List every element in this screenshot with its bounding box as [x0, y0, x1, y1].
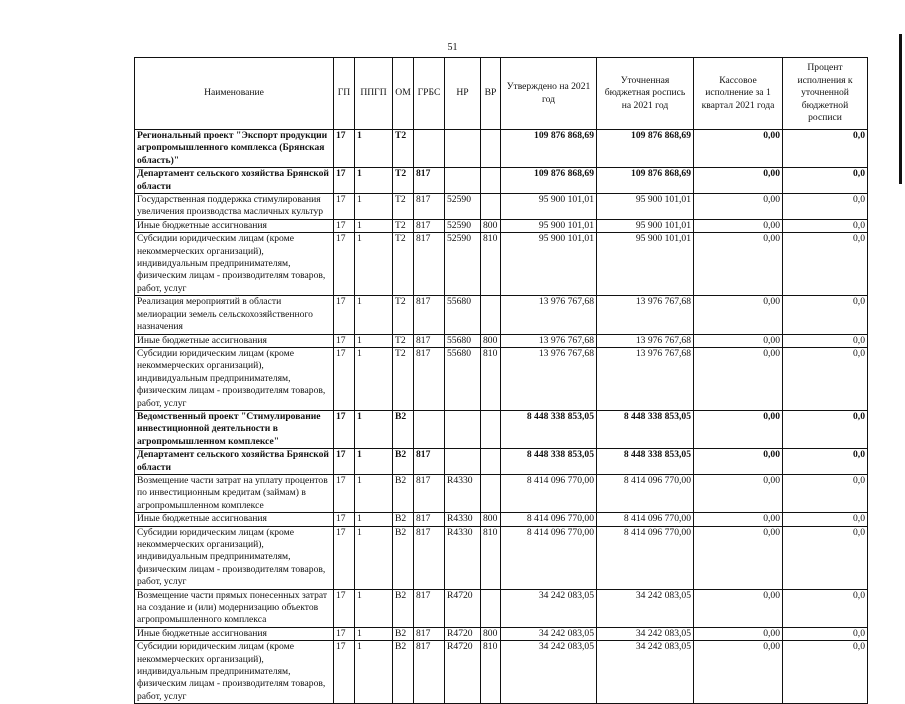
cell-ppgp: 1	[355, 449, 393, 475]
cell-np: R4720	[445, 641, 481, 704]
cell-approved: 95 900 101,01	[501, 194, 597, 220]
cell-approved: 13 976 767,68	[501, 296, 597, 334]
cell-grbs: 817	[414, 219, 445, 232]
cell-vr: 810	[481, 641, 501, 704]
header-gp: ГП	[334, 58, 355, 130]
cell-name: Ведомственный проект "Стимулирование инвестиционной деятельности в агропромышленном комплексе"	[135, 410, 334, 448]
cell-np: 55680	[445, 296, 481, 334]
cell-name: Иные бюджетные ассигнования	[135, 513, 334, 526]
cell-vr: 810	[481, 233, 501, 296]
table-row	[135, 627, 868, 640]
cell-percent: 0,0	[783, 513, 868, 526]
cell-ppgp: 1	[355, 627, 393, 640]
cell-np: 55680	[445, 347, 481, 410]
cell-cash: 0,00	[694, 233, 783, 296]
cell-name: Субсидии юридическим лицам (кроме некоммерческих организаций), индивидуальным предпринимателям, физическим лицам - производителям товаров, работ, услуг	[135, 233, 334, 296]
cell-name: Субсидии юридическим лицам (кроме некоммерческих организаций), индивидуальным предпринимателям, физическим лицам - производителям товаров, работ, услуг	[135, 526, 334, 589]
cell-cash: 0,00	[694, 526, 783, 589]
cell-np: 52590	[445, 219, 481, 232]
cell-grbs	[414, 410, 445, 448]
cell-vr: 800	[481, 627, 501, 640]
cell-grbs: 817	[414, 474, 445, 512]
cell-approved: 8 414 096 770,00	[501, 513, 597, 526]
cell-cash: 0,00	[694, 334, 783, 347]
cell-np: 55680	[445, 334, 481, 347]
cell-np	[445, 410, 481, 448]
cell-cash: 0,00	[694, 410, 783, 448]
budget-execution-table	[134, 57, 868, 704]
cell-ppgp: 1	[355, 334, 393, 347]
cell-gp: 17	[334, 627, 355, 640]
cell-percent: 0,0	[783, 641, 868, 704]
cell-ppgp: 1	[355, 347, 393, 410]
table-row	[135, 410, 868, 448]
cell-vr: 800	[481, 334, 501, 347]
cell-om: В2	[393, 513, 414, 526]
table-row	[135, 589, 868, 627]
cell-np: R4330	[445, 526, 481, 589]
cell-refined: 8 414 096 770,00	[597, 474, 694, 512]
table-row	[135, 334, 868, 347]
cell-grbs: 817	[414, 513, 445, 526]
cell-refined: 34 242 083,05	[597, 627, 694, 640]
cell-grbs: 817	[414, 641, 445, 704]
cell-cash: 0,00	[694, 130, 783, 168]
table-row	[135, 130, 868, 168]
cell-grbs: 817	[414, 449, 445, 475]
cell-ppgp: 1	[355, 589, 393, 627]
cell-name: Реализация мероприятий в области мелиорации земель сельскохозяйственного назначения	[135, 296, 334, 334]
cell-gp: 17	[334, 526, 355, 589]
cell-approved: 34 242 083,05	[501, 627, 597, 640]
header-np: НР	[445, 58, 481, 130]
cell-refined: 34 242 083,05	[597, 589, 694, 627]
header-cash: Кассовое исполнение за 1 квартал 2021 года	[694, 58, 783, 130]
cell-np: 52590	[445, 194, 481, 220]
cell-percent: 0,0	[783, 474, 868, 512]
cell-approved: 8 448 338 853,05	[501, 449, 597, 475]
table-row	[135, 347, 868, 410]
cell-percent: 0,0	[783, 219, 868, 232]
table-row	[135, 526, 868, 589]
cell-cash: 0,00	[694, 474, 783, 512]
cell-percent: 0,0	[783, 233, 868, 296]
cell-vr	[481, 194, 501, 220]
cell-gp: 17	[334, 410, 355, 448]
cell-grbs: 817	[414, 589, 445, 627]
cell-vr	[481, 296, 501, 334]
cell-refined: 109 876 868,69	[597, 130, 694, 168]
cell-np: R4330	[445, 513, 481, 526]
cell-vr: 800	[481, 219, 501, 232]
cell-approved: 109 876 868,69	[501, 130, 597, 168]
cell-gp: 17	[334, 641, 355, 704]
cell-np	[445, 168, 481, 194]
cell-approved: 95 900 101,01	[501, 219, 597, 232]
cell-vr: 810	[481, 347, 501, 410]
cell-ppgp: 1	[355, 641, 393, 704]
cell-percent: 0,0	[783, 168, 868, 194]
table-row	[135, 168, 868, 194]
cell-percent: 0,0	[783, 347, 868, 410]
cell-grbs: 817	[414, 194, 445, 220]
cell-om: Т2	[393, 296, 414, 334]
cell-refined: 13 976 767,68	[597, 347, 694, 410]
cell-cash: 0,00	[694, 513, 783, 526]
cell-refined: 95 900 101,01	[597, 233, 694, 296]
cell-cash: 0,00	[694, 641, 783, 704]
cell-refined: 8 414 096 770,00	[597, 513, 694, 526]
cell-name: Возмещение части затрат на уплату процентов по инвестиционным кредитам (займам) в агропромышленном комплексе	[135, 474, 334, 512]
cell-refined: 8 414 096 770,00	[597, 526, 694, 589]
cell-approved: 13 976 767,68	[501, 347, 597, 410]
cell-np	[445, 130, 481, 168]
cell-percent: 0,0	[783, 194, 868, 220]
cell-refined: 109 876 868,69	[597, 168, 694, 194]
cell-approved: 8 414 096 770,00	[501, 474, 597, 512]
cell-percent: 0,0	[783, 410, 868, 448]
cell-refined: 95 900 101,01	[597, 194, 694, 220]
cell-cash: 0,00	[694, 589, 783, 627]
cell-gp: 17	[334, 233, 355, 296]
cell-gp: 17	[334, 449, 355, 475]
cell-percent: 0,0	[783, 130, 868, 168]
table-row	[135, 219, 868, 232]
cell-vr	[481, 168, 501, 194]
cell-name: Региональный проект "Экспорт продукции агропромышленного комплекса (Брянская область)"	[135, 130, 334, 168]
table-body	[135, 130, 868, 704]
cell-gp: 17	[334, 347, 355, 410]
cell-om: В2	[393, 526, 414, 589]
cell-vr: 810	[481, 526, 501, 589]
cell-percent: 0,0	[783, 627, 868, 640]
cell-om: В2	[393, 627, 414, 640]
cell-approved: 95 900 101,01	[501, 233, 597, 296]
cell-percent: 0,0	[783, 296, 868, 334]
table-row	[135, 194, 868, 220]
cell-gp: 17	[334, 589, 355, 627]
cell-gp: 17	[334, 130, 355, 168]
cell-approved: 34 242 083,05	[501, 641, 597, 704]
cell-approved: 109 876 868,69	[501, 168, 597, 194]
cell-gp: 17	[334, 334, 355, 347]
cell-om: Т2	[393, 334, 414, 347]
cell-ppgp: 1	[355, 130, 393, 168]
cell-cash: 0,00	[694, 219, 783, 232]
cell-grbs: 817	[414, 526, 445, 589]
cell-om: Т2	[393, 168, 414, 194]
cell-approved: 13 976 767,68	[501, 334, 597, 347]
cell-cash: 0,00	[694, 194, 783, 220]
cell-percent: 0,0	[783, 334, 868, 347]
header-approved: Утверждено на 2021 год	[501, 58, 597, 130]
cell-ppgp: 1	[355, 194, 393, 220]
cell-om: В2	[393, 589, 414, 627]
cell-name: Субсидии юридическим лицам (кроме некоммерческих организаций), индивидуальным предпринимателям, физическим лицам - производителям товаров, работ, услуг	[135, 641, 334, 704]
cell-grbs: 817	[414, 627, 445, 640]
cell-om: Т2	[393, 219, 414, 232]
cell-cash: 0,00	[694, 347, 783, 410]
cell-vr	[481, 449, 501, 475]
cell-cash: 0,00	[694, 449, 783, 475]
cell-ppgp: 1	[355, 410, 393, 448]
header-ppgp: ППГП	[355, 58, 393, 130]
cell-refined: 13 976 767,68	[597, 334, 694, 347]
cell-name: Департамент сельского хозяйства Брянской области	[135, 449, 334, 475]
cell-name: Возмещение части прямых понесенных затрат на создание и (или) модернизацию объектов агропромышленного комплекса	[135, 589, 334, 627]
cell-om: В2	[393, 474, 414, 512]
cell-vr: 800	[481, 513, 501, 526]
cell-percent: 0,0	[783, 526, 868, 589]
cell-name: Иные бюджетные ассигнования	[135, 219, 334, 232]
cell-grbs: 817	[414, 168, 445, 194]
cell-cash: 0,00	[694, 296, 783, 334]
cell-np: 52590	[445, 233, 481, 296]
cell-refined: 34 242 083,05	[597, 641, 694, 704]
cell-grbs: 817	[414, 296, 445, 334]
cell-om: В2	[393, 641, 414, 704]
cell-om: Т2	[393, 347, 414, 410]
cell-approved: 8 448 338 853,05	[501, 410, 597, 448]
cell-name: Субсидии юридическим лицам (кроме некоммерческих организаций), индивидуальным предпринимателям, физическим лицам - производителям товаров, работ, услуг	[135, 347, 334, 410]
cell-refined: 8 448 338 853,05	[597, 410, 694, 448]
cell-percent: 0,0	[783, 589, 868, 627]
cell-grbs	[414, 130, 445, 168]
cell-om: Т2	[393, 194, 414, 220]
header-percent: Процент исполнения к уточненной бюджетной росписи	[783, 58, 868, 130]
table-row	[135, 296, 868, 334]
cell-om: В2	[393, 410, 414, 448]
cell-grbs: 817	[414, 233, 445, 296]
cell-np: R4720	[445, 627, 481, 640]
table-row	[135, 641, 868, 704]
cell-gp: 17	[334, 474, 355, 512]
cell-name: Департамент сельского хозяйства Брянской области	[135, 168, 334, 194]
cell-gp: 17	[334, 296, 355, 334]
cell-ppgp: 1	[355, 219, 393, 232]
cell-percent: 0,0	[783, 449, 868, 475]
cell-ppgp: 1	[355, 233, 393, 296]
table-row	[135, 474, 868, 512]
cell-grbs: 817	[414, 334, 445, 347]
cell-approved: 8 414 096 770,00	[501, 526, 597, 589]
scan-edge-mark	[899, 34, 902, 184]
cell-np: R4330	[445, 474, 481, 512]
header-grbs: ГРБС	[414, 58, 445, 130]
page-number: 51	[447, 42, 458, 53]
cell-name: Иные бюджетные ассигнования	[135, 627, 334, 640]
cell-np: R4720	[445, 589, 481, 627]
cell-ppgp: 1	[355, 474, 393, 512]
cell-name: Государственная поддержка стимулирования увеличения производства масличных культур	[135, 194, 334, 220]
cell-cash: 0,00	[694, 627, 783, 640]
cell-cash: 0,00	[694, 168, 783, 194]
cell-name: Иные бюджетные ассигнования	[135, 334, 334, 347]
cell-om: Т2	[393, 233, 414, 296]
cell-gp: 17	[334, 219, 355, 232]
header-refined: Уточненная бюджетная роспись на 2021 год	[597, 58, 694, 130]
cell-gp: 17	[334, 168, 355, 194]
header-vr: ВР	[481, 58, 501, 130]
cell-gp: 17	[334, 194, 355, 220]
cell-gp: 17	[334, 513, 355, 526]
cell-ppgp: 1	[355, 296, 393, 334]
cell-vr	[481, 410, 501, 448]
cell-np	[445, 449, 481, 475]
cell-ppgp: 1	[355, 526, 393, 589]
cell-grbs: 817	[414, 347, 445, 410]
table-header-row	[135, 58, 868, 130]
cell-ppgp: 1	[355, 168, 393, 194]
table-row	[135, 513, 868, 526]
cell-approved: 34 242 083,05	[501, 589, 597, 627]
cell-om: В2	[393, 449, 414, 475]
cell-ppgp: 1	[355, 513, 393, 526]
table-row	[135, 233, 868, 296]
cell-vr	[481, 130, 501, 168]
header-om: ОМ	[393, 58, 414, 130]
cell-om: Т2	[393, 130, 414, 168]
cell-refined: 13 976 767,68	[597, 296, 694, 334]
cell-vr	[481, 474, 501, 512]
cell-refined: 95 900 101,01	[597, 219, 694, 232]
header-name: Наименование	[135, 58, 334, 130]
table-row	[135, 449, 868, 475]
cell-refined: 8 448 338 853,05	[597, 449, 694, 475]
cell-vr	[481, 589, 501, 627]
